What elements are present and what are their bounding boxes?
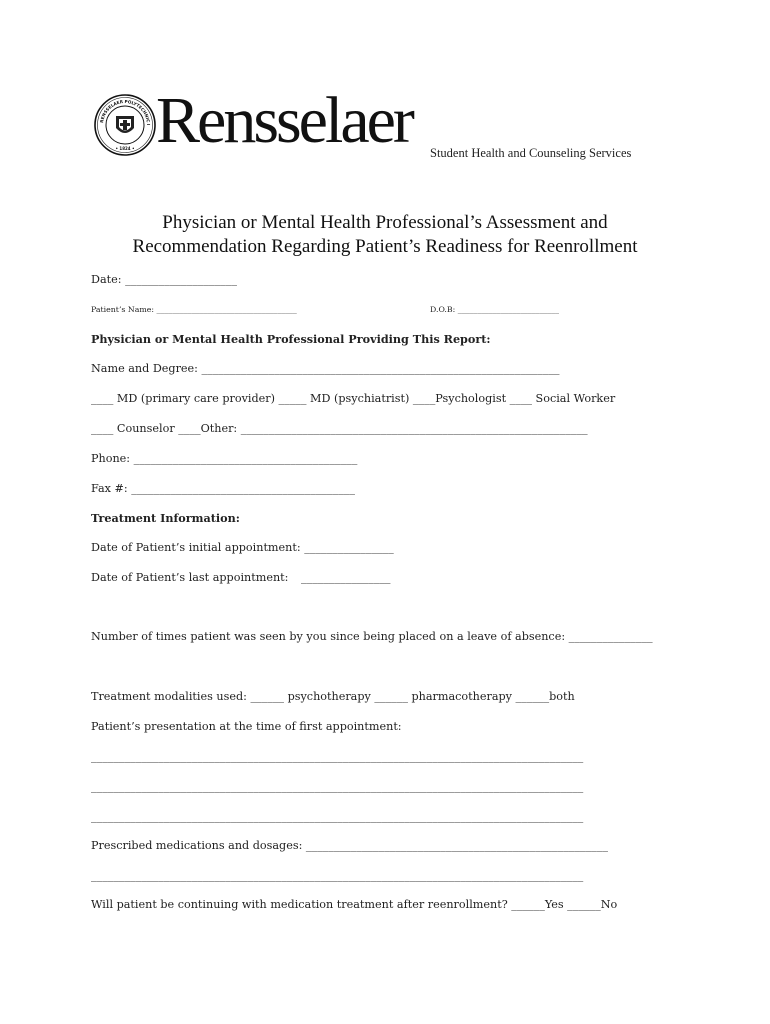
svg-text:RENSSELAER POLYTECHNIC INSTITU: RENSSELAER POLYTECHNIC I (99, 98, 152, 126)
initial-appointment-field[interactable]: Date of Patient’s initial appointment: ________________ (91, 541, 394, 554)
rensselaer-wordmark: Rensselaer (156, 84, 412, 157)
department-name: Student Health and Counseling Services (430, 146, 632, 160)
patient-name-field[interactable]: Patient’s Name: ____________________________________ (91, 305, 297, 314)
presentation-label: Patient’s presentation at the time of first appointment: (91, 720, 402, 733)
svg-text:• 1824 •: • 1824 • (115, 146, 135, 151)
provider-heading: Physician or Mental Health Professional Providing This Report: (91, 332, 491, 346)
continuing-medication-field[interactable]: Will patient be continuing with medication treatment after reenrollment? ______Yes ______No (91, 898, 618, 911)
times-seen-field[interactable]: Number of times patient was seen by you since being placed on a leave of absence: _______________ (91, 630, 653, 643)
patient-info-row (91, 303, 691, 317)
treatment-modalities-field[interactable]: Treatment modalities used: ______ psychotherapy ______ pharmacotherapy ______both (91, 690, 575, 703)
provider-type-row-1[interactable]: ____ MD (primary care provider) _____ MD (psychiatrist) ____Psychologist ____ Social Worker (91, 392, 616, 405)
fax-field[interactable]: Fax #: ________________________________________ (91, 482, 355, 495)
last-appointment-field[interactable]: ________________ (301, 571, 391, 584)
medications-field[interactable]: Prescribed medications and dosages: ______________________________________________________ (91, 839, 608, 852)
phone-field[interactable]: Phone: ________________________________________ (91, 452, 358, 465)
treatment-heading: Treatment Information: (91, 511, 240, 525)
presentation-line-2[interactable]: ________________________________________________________________________________________ (91, 780, 584, 793)
last-appointment-row (91, 571, 491, 585)
form-title-line-1: Physician or Mental Health Professional’s Assessment and (162, 212, 608, 233)
presentation-line-1[interactable]: ________________________________________________________________________________________ (91, 750, 584, 763)
provider-type-row-2[interactable]: ____ Counselor ____Other: ______________________________________________________________ (91, 422, 588, 435)
form-title-line-2: Recommendation Regarding Patient’s Readiness for Reenrollment (132, 236, 638, 257)
presentation-line-3[interactable]: ________________________________________________________________________________________ (91, 810, 584, 823)
last-appointment-label: Date of Patient’s last appointment: (91, 571, 289, 584)
name-degree-field[interactable]: Name and Degree: ________________________________________________________________ (91, 362, 560, 375)
dob-field[interactable]: D.O.B: __________________________ (430, 305, 560, 314)
form-title (0, 211, 770, 259)
institute-seal-icon (94, 94, 156, 156)
medications-line-2[interactable]: ________________________________________________________________________________________ (91, 869, 584, 882)
date-field[interactable]: Date: ____________________ (91, 273, 237, 286)
